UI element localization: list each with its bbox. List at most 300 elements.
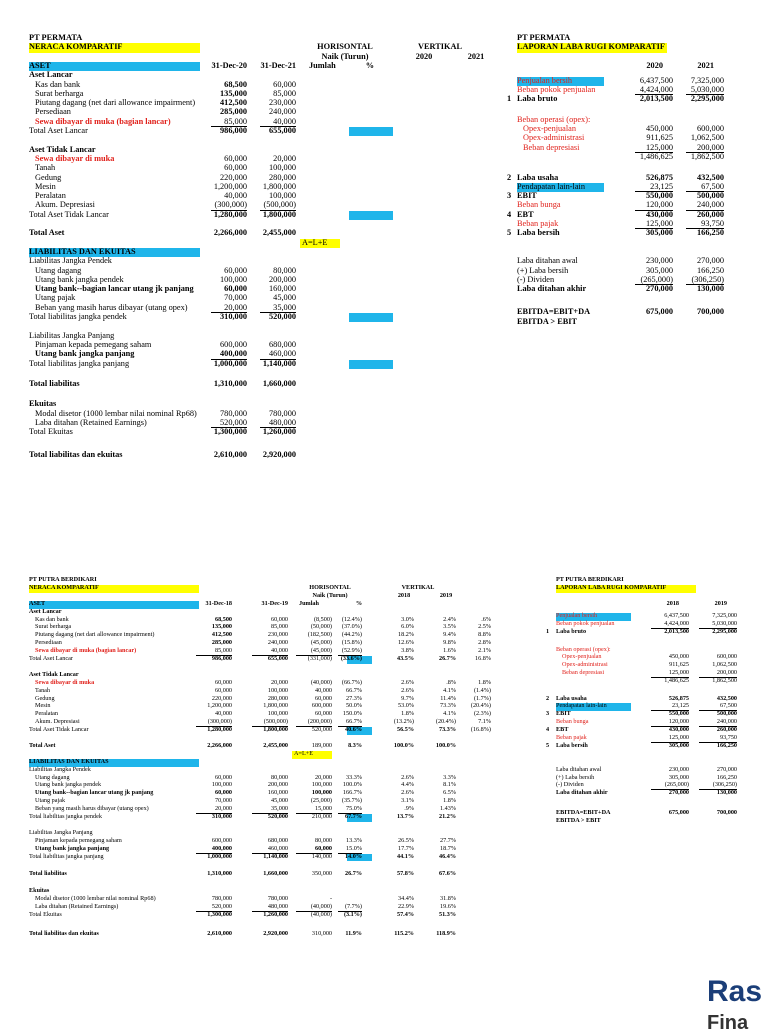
aset-tidak-lancar-row-label: Sewa dibayar di muka (35, 678, 95, 686)
aset-tidak-lancar-row-a: 60,000 (224, 163, 247, 173)
total-liabilitas-pct: 26.7% (344, 869, 362, 877)
liab-pendek-row-pct: 166.7% (342, 789, 362, 797)
aset-tidak-lancar-row-a: 40,000 (214, 710, 232, 718)
aset-lancar-row-diff: .6% (481, 615, 491, 623)
total-liab-panjang-jumlah: 140,000 (311, 852, 332, 860)
total-aset-lancar-a: 986,000 (211, 655, 232, 662)
aset-head: ASET (29, 599, 46, 607)
aset-tidak-lancar-row-v1: 2.6% (401, 686, 414, 694)
total-liabilitas-v2: 67.6% (438, 869, 456, 877)
re-row-a: 230,000 (646, 256, 673, 266)
aset-lancar-row-b: 85,000 (270, 623, 288, 631)
pl-row-b: 1,062,500 (690, 133, 724, 143)
total-liab-pendek-label: Total liabilitas jangka pendek (29, 813, 102, 820)
liab-panjang-row-b: 680,000 (267, 836, 288, 844)
pl-row-b: 67,500 (701, 181, 724, 191)
aset-tidak-lancar-row-b: (500,000) (263, 200, 296, 210)
aset-lancar-row-v1: 6.0% (401, 623, 414, 631)
pl-row-label: EBIT (517, 191, 537, 201)
total-liabilitas-v1: 57.8% (396, 869, 414, 877)
liab-pendek-row-label: Utang bank jangka pendek (35, 274, 124, 284)
re-row-label: Laba ditahan akhir (556, 789, 608, 797)
aset-tidak-lancar-row-a: (300,000) (214, 200, 247, 210)
ekuitas-row-b: 480,000 (267, 903, 288, 911)
aset-tidak-lancar-row-label: Akum. Depresiasi (35, 200, 95, 210)
pct-head: % (355, 599, 362, 607)
total-aset-pct: 8.3% (348, 741, 362, 749)
aset-lancar-row-label: Piutang dagang (net dari allowance impairment) (35, 631, 155, 639)
aset-lancar-row-b: 60,000 (273, 79, 296, 89)
liab-pendek-row-label: Utang pajak (35, 797, 66, 805)
liab-panjang-row-a: 600,000 (211, 836, 232, 844)
liab-pendek-row-a: 100,000 (220, 274, 247, 284)
pl-row-a: 305,000 (668, 741, 689, 749)
pl-row-b: 260,000 (716, 726, 737, 734)
aset-tidak-lancar-row-b: 1,800,000 (263, 702, 288, 710)
re-row-a: (265,000) (664, 781, 689, 789)
total-aset-b: 2,455,000 (262, 228, 296, 238)
aset-lancar-row-label: Surat berharga (35, 88, 84, 98)
pl-row-a: 4,424,000 (639, 85, 673, 95)
liab-panjang-row-b: 460,000 (267, 844, 288, 852)
liab-pendek-row-pct: (35.7%) (341, 797, 362, 805)
aset-lancar-row-label: Persediaan (35, 639, 62, 647)
pl-row-b: 240,000 (716, 718, 737, 726)
aset-tidak-lancar-row-b: (500,000) (263, 718, 288, 726)
aset-tidak-lancar-row-label: Mesin (35, 181, 56, 191)
aset-tidak-lancar-row-b: 1,800,000 (262, 181, 296, 191)
pl-row-a: 550,000 (646, 191, 673, 201)
total-liab-ekuitas-b: 2,920,000 (263, 929, 288, 937)
liab-pendek-row-label: Utang bank--bagian lancar utang jk panjang (35, 284, 194, 294)
ekuitas-row-jumlah: - (329, 895, 332, 903)
pl-row-b: 166,250 (697, 228, 724, 238)
pl-row-a: 450,000 (668, 653, 689, 661)
liab-pendek-row-b: 80,000 (270, 773, 288, 781)
liab-panjang-row-label: Pinjaman kepada pemegang saham (35, 339, 152, 349)
liab-pendek-row-jumlah: 20,000 (314, 773, 332, 781)
jumlah-head: Jumlah (299, 599, 319, 607)
total-liab-panjang-highlight (349, 360, 393, 369)
aset-tidak-lancar-row-b: 280,000 (267, 694, 288, 702)
ekuitas-row-b: 780,000 (267, 895, 288, 903)
pl-row-b: 5,030,000 (690, 85, 724, 95)
pl-row-label: Opex-penjualan (562, 653, 602, 661)
pl-row-b: 5,030,000 (712, 620, 737, 628)
aset-tidak-lancar-row-diff: 7.1% (478, 718, 491, 726)
ekuitas-row-label: Laba ditahan (Retained Earnings) (35, 903, 119, 911)
total-ekuitas-label: Total Ekuitas (29, 910, 62, 918)
aset-lancar-row-b: 240,000 (267, 639, 288, 647)
liab-pendek-row-pct: 100.0% (342, 781, 362, 789)
pl-row-b: 260,000 (697, 209, 724, 219)
liab-pendek-row-label: Utang dagang (35, 265, 82, 275)
jumlah-head: Jumlah (309, 60, 336, 70)
ekuitas-row-v1: 34.4% (398, 895, 414, 903)
total-aset-tidak-lancar-b: 1,800,000 (262, 209, 296, 219)
aset-lancar-row-jumlah: (182,500) (307, 631, 332, 639)
total-aset-lancar-v2: 26.7% (438, 655, 456, 662)
pl-row-b: 2,295,000 (712, 628, 737, 636)
pl-row-b: 432,500 (697, 172, 724, 182)
total-aset-lancar-b: 655,000 (269, 126, 296, 135)
aset-tidak-lancar-row-a: 1,200,000 (213, 181, 247, 191)
total-liabilitas-jumlah: 350,000 (311, 869, 332, 877)
pl-row-label: Laba bersih (517, 228, 560, 238)
aset-tidak-lancar-row-diff: (1.7%) (473, 694, 491, 702)
liab-pendek-row-v1: 2.6% (401, 789, 414, 797)
pl-row-num: 2 (546, 694, 550, 702)
total-aset-tidak-lancar-b: 1,800,000 (263, 726, 288, 734)
pl-row-label: Beban pokok penjualan (517, 85, 596, 95)
pl-row-label: Beban pokok penjualan (556, 620, 615, 628)
re-row-b: 166,250 (697, 265, 724, 275)
re-row-a: (265,000) (640, 274, 673, 284)
ebitda-label: EBITDA=EBIT+DA (517, 307, 591, 317)
ekuitas-row-a: 780,000 (220, 408, 247, 418)
re-row-b: (306,250) (712, 781, 737, 789)
liab-pendek-row-b: 45,000 (270, 797, 288, 805)
total-liab-pendek-a: 310,000 (220, 312, 247, 321)
aset-lancar-row-jumlah: (45,000) (310, 647, 332, 655)
pl-title: LAPORAN LABA RUGI KOMPARATIF (517, 42, 665, 52)
vertical-head: VERTIKAL (418, 42, 462, 52)
pl-row-a: 23,125 (650, 181, 673, 191)
aset-lancar-row-v2: 2.4% (443, 615, 456, 623)
aset-tidak-lancar-row-a: 60,000 (224, 153, 247, 163)
total-liab-pendek-highlight (349, 313, 393, 322)
liab-pendek-row-v2: 1.8% (443, 797, 456, 805)
liab-pendek-row-v1: .9% (404, 805, 414, 813)
re-row-a: 305,000 (646, 265, 673, 275)
total-aset-b: 2,455,000 (263, 741, 288, 749)
aset-tidak-lancar-row-label: Tanah (35, 163, 56, 173)
re-row-b: 270,000 (697, 256, 724, 266)
liab-panjang-row-pct: 15.0% (346, 844, 362, 852)
pl-row-num: 5 (546, 741, 550, 749)
pl-row-a: 120,000 (668, 718, 689, 726)
pl-row-b: 1,062,500 (712, 661, 737, 669)
total-aset-tidak-lancar-a: 1,280,000 (207, 726, 232, 734)
total-liab-ekuitas-label: Total liabilitas dan ekuitas (29, 449, 123, 459)
aset-head: ASET (29, 60, 51, 70)
total-liab-ekuitas-v1: 115.2% (394, 929, 414, 937)
total-aset-label: Total Aset (29, 741, 56, 749)
pl-row-a: 125,000 (646, 219, 673, 228)
total-aset-lancar-v1: 43.5% (396, 655, 414, 662)
aset-lancar-row-a: 285,000 (220, 107, 247, 117)
re-row-a: 270,000 (668, 789, 689, 797)
pl-row-b: 2,295,000 (690, 94, 724, 104)
aset-lancar-row-b: 60,000 (270, 615, 288, 623)
liab-pendek-row-a: 100,000 (211, 781, 232, 789)
aset-tidak-lancar-row-pct: 50.0% (346, 702, 362, 710)
aset-tidak-lancar-row-label: Gedung (35, 172, 62, 182)
pl-company-name: PT PUTRA BERDIKARI (556, 576, 624, 583)
liab-pendek-row-v2: 3.3% (443, 773, 456, 781)
watermark-line2: Fina (707, 1012, 749, 1034)
re-row-label: (-) Dividen (556, 781, 584, 789)
pl-row-b: 432,500 (716, 694, 737, 702)
aset-tidak-lancar-row-b: 20,000 (273, 153, 296, 163)
vertical-year-b: 2021 (467, 51, 485, 61)
pl-row-label: EBIT (556, 710, 571, 718)
vertical-year-b: 2019 (439, 591, 453, 599)
aset-lancar-row-pct: (52.9%) (341, 647, 362, 655)
aset-lancar-row-pct: (44.2%) (341, 631, 362, 639)
pl-row-num: 4 (507, 209, 512, 219)
liab-pendek-row-a: 60,000 (214, 789, 232, 797)
re-row-a: 230,000 (668, 765, 689, 773)
total-aset-tidak-lancar-v2: 73.3% (438, 726, 456, 734)
aset-tidak-lancar-row-b: 100,000 (269, 191, 296, 201)
liab-pendek-row-b: 160,000 (269, 284, 296, 294)
ekuitas-row-v2: 19.6% (440, 903, 456, 911)
col-b-head: 31-Dec-21 (260, 60, 296, 70)
pl-year-a: 2018 (666, 599, 679, 607)
aset-tidak-lancar-row-jumlah: 600,000 (311, 702, 332, 710)
ekuitas-row-v1: 22.9% (398, 903, 414, 911)
pl-row-label: Laba bruto (556, 628, 587, 636)
liab-pendek-row-label: Utang pajak (35, 293, 76, 303)
company-name: PT PERMATA (29, 33, 83, 42)
total-liabilitas-a: 1,310,000 (207, 869, 232, 877)
aset-tidak-lancar-row-diff: 1.8% (478, 678, 491, 686)
aset-lancar-row-a: 85,000 (214, 647, 232, 655)
total-liab-pendek-v1: 13.7% (396, 813, 414, 820)
section-ekuitas: Ekuitas (29, 887, 50, 895)
total-liab-ekuitas-label: Total liabilitas dan ekuitas (29, 929, 99, 937)
pl-row-label: Laba usaha (517, 172, 559, 182)
aset-lancar-row-b: 40,000 (270, 647, 288, 655)
pl-year-b: 2019 (714, 599, 727, 607)
liab-pendek-row-v1: 4.4% (401, 781, 414, 789)
total-aset-tidak-lancar-pct: 40.6% (344, 726, 362, 734)
total-aset-label: Total Aset (29, 228, 65, 238)
liab-panjang-row-jumlah: 60,000 (314, 844, 332, 852)
total-liabilitas-label: Total liabilitas (29, 869, 67, 877)
liab-pendek-row-a: 60,000 (224, 265, 247, 275)
pl-row-b: 240,000 (697, 200, 724, 210)
horizontal-head: HORISONTAL (317, 42, 373, 52)
col-b-head: 31-Dec-19 (261, 599, 288, 607)
total-ekuitas-label: Total Ekuitas (29, 427, 73, 437)
aset-tidak-lancar-row-label: Tanah (35, 686, 51, 694)
aset-tidak-lancar-row-pct: (66.7%) (341, 678, 362, 686)
ebitda-note: EBITDA > EBIT (556, 816, 601, 824)
pl-row-b: 1,862,500 (690, 152, 724, 162)
aset-lancar-row-b: 40,000 (273, 116, 296, 126)
total-aset-lancar-label: Total Aset Lancar (29, 655, 73, 662)
liab-pendek-row-jumlah: (25,000) (310, 797, 332, 805)
re-row-b: 130,000 (697, 284, 724, 294)
re-row-label: Laba ditahan awal (556, 765, 602, 773)
section-aset-tidak-lancar: Aset Tidak Lancar (29, 144, 96, 154)
aset-lancar-row-a: 412,500 (220, 98, 247, 108)
aset-lancar-row-label: Kas dan bank (35, 615, 69, 623)
total-aset-lancar-jumlah: (331,000) (307, 655, 332, 662)
pl-row-a: 430,000 (646, 209, 673, 219)
vertical-head: VERTIKAL (401, 583, 435, 591)
liab-pendek-row-b: 45,000 (273, 293, 296, 303)
total-liabilitas-label: Total liabilitas (29, 378, 80, 388)
section-liab-pendek: Liabilitas Jangka Pendek (29, 765, 91, 773)
aset-tidak-lancar-row-b: 280,000 (269, 172, 296, 182)
ekuitas-row-v2: 31.8% (440, 895, 456, 903)
aset-lancar-row-pct: (15.8%) (341, 639, 362, 647)
pl-row-a: 120,000 (646, 200, 673, 210)
aset-tidak-lancar-row-jumlah: 40,000 (314, 686, 332, 694)
aset-lancar-row-v2: 9.8% (443, 639, 456, 647)
pl-row-label: Penjualan bersih (556, 612, 598, 620)
section-liabilitas-ekuitas: LIABILITAS DAN EKUITAS (29, 246, 136, 256)
total-ekuitas-pct: (3.1%) (343, 910, 362, 918)
aset-tidak-lancar-row-a: 1,200,000 (207, 702, 232, 710)
pl-row-label: Opex-administrasi (523, 133, 585, 143)
re-row-b: 130,000 (716, 789, 737, 797)
ebitda-a: 675,000 (668, 809, 689, 817)
aset-lancar-row-v1: 3.0% (401, 615, 414, 623)
pl-row-a: 6,437,500 (639, 75, 673, 85)
company-name: PT PUTRA BERDIKARI (29, 576, 97, 583)
aset-lancar-row-a: 285,000 (211, 639, 232, 647)
total-liabilitas-b: 1,660,000 (263, 869, 288, 877)
liab-pendek-row-b: 35,000 (270, 805, 288, 813)
aset-tidak-lancar-row-b: 100,000 (269, 163, 296, 173)
total-aset-v2: 100.0% (435, 741, 456, 749)
pl-row-label: Beban operasi (opex): (556, 645, 611, 653)
pl-row-label: Laba bruto (517, 94, 558, 104)
aset-lancar-row-b: 230,000 (267, 631, 288, 639)
liab-pendek-row-a: 60,000 (214, 773, 232, 781)
re-row-label: Laba ditahan akhir (517, 284, 587, 294)
re-row-b: 270,000 (716, 765, 737, 773)
total-aset-lancar-diff: 16.8% (475, 655, 491, 662)
aset-lancar-row-label: Surat berharga (35, 623, 72, 631)
total-liabilitas-b: 1,660,000 (262, 378, 296, 388)
total-liab-panjang-a: 1,000,000 (207, 852, 232, 860)
naik-head: Naik (Turun) (312, 591, 348, 599)
liab-pendek-row-jumlah: 100,000 (311, 781, 332, 789)
aset-tidak-lancar-row-pct: 27.3% (346, 694, 362, 702)
aset-tidak-lancar-row-label: Peralatan (35, 191, 66, 201)
total-aset-tidak-lancar-a: 1,280,000 (213, 209, 247, 219)
pl-row-b: 67,500 (719, 702, 737, 710)
aset-tidak-lancar-row-label: Akum. Depresiasi (35, 718, 80, 726)
ebitda-b: 700,000 (716, 809, 737, 817)
total-liab-panjang-b: 1,140,000 (263, 852, 288, 860)
liab-pendek-row-b: 80,000 (273, 265, 296, 275)
pl-row-a: 526,875 (668, 694, 689, 702)
total-aset-a: 2,266,000 (213, 228, 247, 238)
aset-lancar-row-label: Sewa dibayar di muka (bagian lancar) (35, 647, 137, 655)
re-row-label: Laba ditahan awal (517, 256, 578, 266)
aset-lancar-row-v2: 9.4% (443, 631, 456, 639)
aset-tidak-lancar-row-v1: 2.6% (401, 678, 414, 686)
aset-tidak-lancar-row-a: 40,000 (224, 191, 247, 201)
aset-tidak-lancar-row-jumlah: 60,000 (314, 710, 332, 718)
re-row-a: 270,000 (646, 284, 673, 294)
liab-panjang-row-jumlah: 80,000 (314, 836, 332, 844)
total-aset-lancar-a: 986,000 (220, 126, 247, 135)
pl-row-a: 550,000 (668, 710, 689, 718)
aset-tidak-lancar-row-v1: 9.7% (401, 694, 414, 702)
aset-tidak-lancar-row-pct: 150.0% (342, 710, 362, 718)
total-liab-panjang-label: Total liabilitas jangka panjang (29, 358, 130, 368)
ekuitas-row-a: 520,000 (220, 418, 247, 428)
aset-lancar-row-diff: 8.8% (478, 631, 491, 639)
total-liab-ekuitas-v2: 118.9% (436, 929, 456, 937)
total-liab-pendek-v2: 21.2% (438, 813, 456, 820)
liab-pendek-row-a: 70,000 (214, 797, 232, 805)
liab-panjang-row-b: 680,000 (269, 339, 296, 349)
aset-lancar-row-diff: 2.8% (478, 639, 491, 647)
re-row-b: 166,250 (716, 773, 737, 781)
liab-panjang-row-v2: 18.7% (440, 844, 456, 852)
pl-row-a: 6,437,500 (664, 612, 689, 620)
ebitda-a: 675,000 (646, 307, 673, 317)
total-liab-pendek-jumlah: 210,000 (311, 813, 332, 820)
pl-row-label: Beban depresiasi (562, 669, 605, 677)
liab-pendek-row-jumlah: 15,000 (314, 805, 332, 813)
aset-lancar-row-label: Kas dan bank (35, 79, 81, 89)
section-liab-pendek: Liabilitas Jangka Pendek (29, 256, 112, 266)
liab-pendek-row-pct: 75.0% (346, 805, 362, 813)
ebitda-label: EBITDA=EBIT+DA (556, 809, 611, 817)
ebitda-b: 700,000 (697, 307, 724, 317)
total-ekuitas-a: 1,300,000 (207, 910, 232, 918)
liab-pendek-row-v2: 1.43% (440, 805, 456, 813)
aset-lancar-row-label: Sewa dibayar di muka (bagian lancar) (35, 116, 171, 126)
total-aset-lancar-b: 655,000 (267, 655, 288, 662)
total-aset-a: 2,266,000 (207, 741, 232, 749)
ekuitas-row-b: 780,000 (269, 408, 296, 418)
total-liab-pendek-a: 310,000 (211, 813, 232, 820)
liab-pendek-row-pct: 33.3% (346, 773, 362, 781)
aset-tidak-lancar-row-v2: (20.4%) (435, 718, 456, 726)
pl-row-a: 911,625 (669, 661, 689, 669)
pl-row-label: Beban bunga (517, 200, 561, 210)
pl-year-b: 2021 (697, 60, 714, 70)
total-liab-pendek-label: Total liabilitas jangka pendek (29, 312, 127, 321)
pl-row-label: Beban bunga (556, 718, 589, 726)
section-liabilitas-ekuitas: LIABILITAS DAN EKUITAS (29, 757, 109, 765)
aset-lancar-row-jumlah: (50,000) (310, 623, 332, 631)
pl-row-a: 2,013,500 (639, 94, 673, 104)
balance-title: NERACA KOMPARATIF (29, 42, 123, 52)
section-aset-tidak-lancar: Aset Tidak Lancar (29, 670, 79, 678)
re-row-a: 305,000 (668, 773, 689, 781)
aset-tidak-lancar-row-diff: (2.3%) (473, 710, 491, 718)
aset-lancar-row-a: 68,500 (214, 615, 232, 623)
aset-lancar-row-jumlah: (45,000) (310, 639, 332, 647)
pl-row-b: 93,750 (701, 219, 724, 228)
vertical-year-a: 2018 (397, 591, 411, 599)
pl-row-num: 3 (546, 710, 550, 718)
section-liab-panjang: Liabilitas Jangka Panjang (29, 330, 115, 340)
liab-panjang-row-a: 600,000 (220, 339, 247, 349)
total-liab-pendek-b: 520,000 (267, 813, 288, 820)
ale-label: A=L+E (294, 749, 314, 757)
aset-tidak-lancar-row-a: 60,000 (214, 686, 232, 694)
aset-tidak-lancar-row-label: Mesin (35, 702, 51, 710)
re-row-label: (+) Laba bersih (556, 773, 595, 781)
liab-panjang-row-pct: 13.3% (346, 836, 362, 844)
pl-row-num: 5 (507, 228, 512, 238)
pl-row-b: 7,325,000 (690, 75, 724, 85)
aset-lancar-row-pct: (37.0%) (341, 623, 362, 631)
total-aset-tidak-lancar-v1: 56.5% (396, 726, 414, 734)
